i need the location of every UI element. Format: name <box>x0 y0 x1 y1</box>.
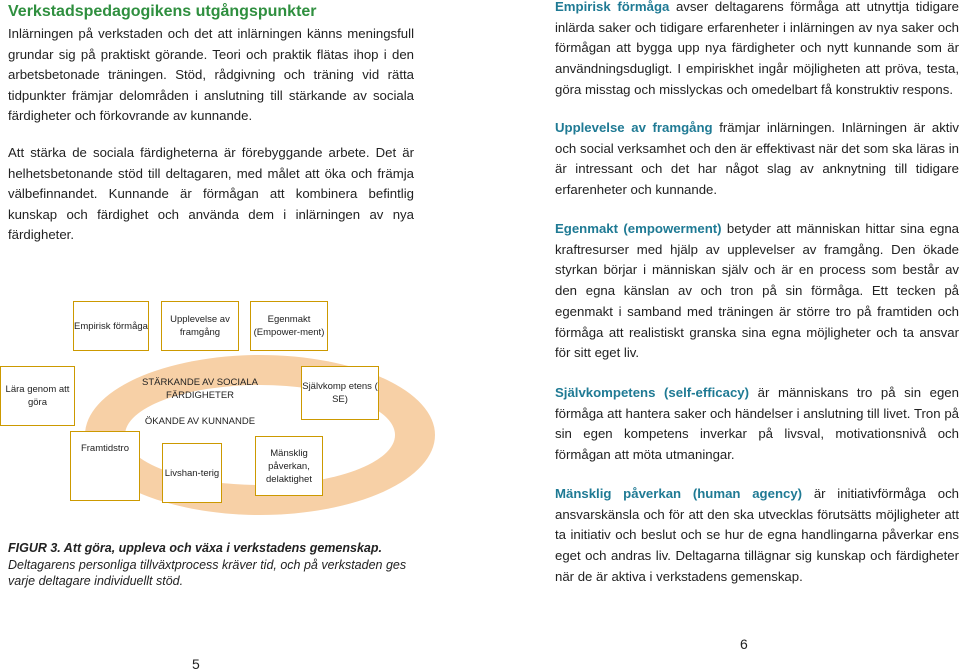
term-egenmakt: Egenmakt (empowerment) <box>555 221 722 236</box>
page-title: Verkstadspedagogikens utgångspunkter <box>8 3 317 20</box>
paragraph-sjalvkompetens <box>555 383 959 466</box>
page-number-right: 6 <box>740 636 748 652</box>
upplevelse-box: Upplevelse av framgång <box>161 301 239 351</box>
center-label-social: STÄRKANDE AV SOCIALA FÄRDIGHETER <box>142 377 258 401</box>
sjalvkompetens-box: Självkomp etens ( SE) <box>301 366 379 420</box>
paragraph-mansklig <box>555 484 959 588</box>
caption-text: Deltagarens personliga tillväxtprocess kräver tid, och på verkstaden ges varje deltagare individuellt stöd. <box>8 557 407 588</box>
text-egenmakt: betyder att människan hittar sina egna kraftresurser med hjälp av upplevelser av framgång. Den ökade styrkan börjar i människan själv och är en process som består av den egna känslan av och tron på sin förmåga. Ett tecken på egenmakt i samband med träningen är större tro på framtiden och förmåga att realistiskt granska sina egna möjligheter och ta ansvar för sitt eget liv. <box>555 221 959 361</box>
egenmakt-box: Egenmakt (Empower-ment) <box>250 301 328 351</box>
term-sjalvkompetens: Självkompetens (self-efficacy) <box>555 385 750 400</box>
paragraph-empirisk <box>555 0 959 101</box>
framtidstro-box: Framtidstro <box>70 431 140 501</box>
livshanterig-box: Livshan-terig <box>162 443 222 503</box>
center-label-kunnande: ÖKANDE AV KUNNANDE <box>144 416 256 427</box>
figure-caption <box>8 540 418 590</box>
text-sjalvkompetens: är människans tro på sin egen förmåga att hantera saker och händelser i anslutning till livet. Tron på sin egen kompetens inverkar på livsval, motivationsnivå och förmågan att möta utmaningar. <box>555 385 959 463</box>
page-number-left: 5 <box>192 656 200 672</box>
caption-title: FIGUR 3. Att göra, uppleva och växa i verkstadens gemenskap. <box>8 541 382 555</box>
lara-genom-att-gora-box: Lära genom att göra <box>0 366 75 426</box>
term-upplevelse: Upplevelse av framgång <box>555 120 713 135</box>
mansklig-paverkan-box: Mänsklig påverkan, delaktighet <box>255 436 323 496</box>
term-empirisk: Empirisk förmåga <box>555 0 670 14</box>
intro-paragraph: Inlärningen på verkstaden och det att inlärningen känns meningsfull grundar sig på praktiskt görande. Teori och praktik flätas ihop i den arbetsbetonade träningen. Stöd, rådgivning och träning vid rätta tidpunkter främjar delområden i anslutning till stärkande av sociala färdigheter och förkovrande av kunnande. <box>8 26 414 124</box>
empirisk-formaga-box: Empirisk förmåga <box>73 301 149 351</box>
paragraph-upplevelse <box>555 118 959 201</box>
text-empirisk: avser deltagarens förmåga att utnyttja tidigare inlärda saker och tidigare erfarenheter i inlärningen av nya saker och förmågan att bygga upp nya färdigheter och nytt kunnande som är användningsdugligt. I empiriskhet ingår möjligheten att pröva, testa, göra misstag och misslyckas och omedelbart få konstruktiv respons. <box>555 0 959 97</box>
text-upplevelse: främjar inlärningen. Inlärningen är aktiv och social verksamhet och den är effektivast när det som ska läras in är intressant och det har något slag av anknytning till tidigare erfarenheter och kunnande. <box>555 120 959 198</box>
paragraph-egenmakt <box>555 219 959 364</box>
social-skills-paragraph: Att stärka de sociala färdigheterna är förebyggande arbete. Det är helhetsbetonande stöd till deltagaren, med målet att öka och främja välbefinnandet. Kunnande är förmågan att kombinera befintlig kunskap och färdighet och använda dem i inlärningen av nya färdigheter. <box>8 145 414 243</box>
text-mansklig: är initiativförmåga och ansvarskänsla och för att den ska utvecklas förutsätts möjligheter att ta initiativ och beslut och se hur de egna handlingarna påverkar ens eget och andras liv. Deltagarna tillägnar sig kunskap och färdigheter när de är aktiva i verkstadens gemenskap. <box>555 486 959 584</box>
term-mansklig: Mänsklig påverkan (human agency) <box>555 486 803 501</box>
